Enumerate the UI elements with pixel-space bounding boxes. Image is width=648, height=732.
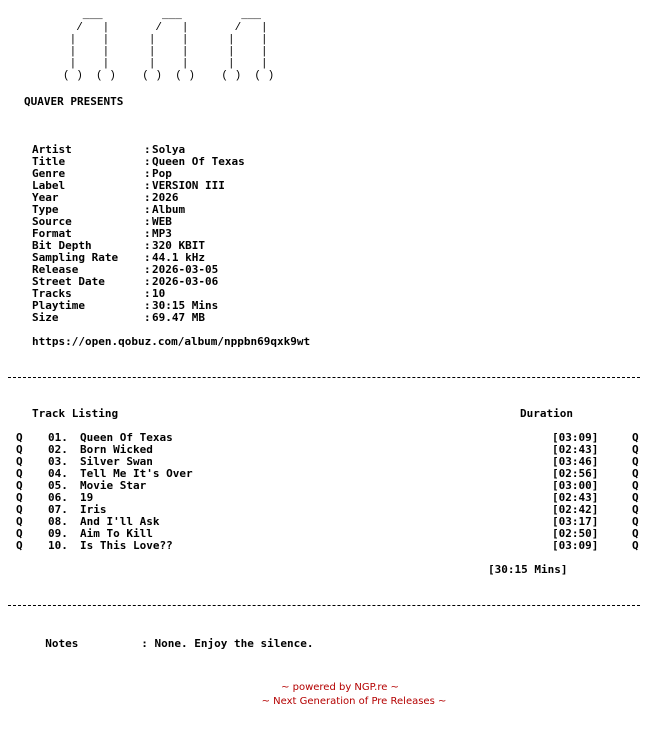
footer-powered-by: ~ powered by NGP.re ~ — [281, 682, 399, 693]
track-title: 19 — [80, 491, 94, 504]
info-value: MP3 — [152, 227, 172, 240]
track-marker-right: Q — [632, 443, 639, 456]
info-value: Album — [152, 203, 186, 216]
track-duration: [03:46] — [552, 455, 599, 468]
info-value: 30:15 Mins — [152, 299, 219, 312]
track-number: 09. — [48, 527, 68, 540]
info-separator: : — [144, 275, 151, 288]
track-title: And I'll Ask — [80, 515, 160, 528]
track-duration: [03:17] — [552, 515, 599, 528]
info-value: 69.47 MB — [152, 311, 205, 324]
info-key: Year — [32, 191, 59, 204]
info-value: 2026-03-05 — [152, 263, 219, 276]
track-listing-heading: Track Listing — [32, 407, 119, 420]
track-marker-left: Q — [16, 479, 23, 492]
track-marker-right: Q — [632, 479, 639, 492]
info-key: Artist — [32, 143, 72, 156]
track-title: Born Wicked — [80, 443, 153, 456]
duration-heading: Duration — [520, 407, 573, 420]
info-value: Queen Of Texas — [152, 155, 245, 168]
track-title: Silver Swan — [80, 455, 153, 468]
track-duration: [02:50] — [552, 527, 599, 540]
info-key: Title — [32, 155, 66, 168]
info-key: Street Date — [32, 275, 105, 288]
track-title: Is This Love?? — [80, 539, 173, 552]
footer-tagline: ~ Next Generation of Pre Releases ~ — [261, 696, 447, 707]
track-row — [16, 540, 644, 552]
album-url[interactable]: https://open.qobuz.com/album/nppbn69qxk9wt — [32, 335, 311, 348]
info-value: Pop — [152, 167, 172, 180]
notes-row — [32, 624, 313, 650]
track-number: 01. — [48, 431, 68, 444]
divider-top — [8, 377, 640, 378]
track-marker-left: Q — [16, 539, 23, 552]
info-value: VERSION III — [152, 179, 225, 192]
track-row — [16, 492, 644, 504]
track-duration: [03:00] — [552, 479, 599, 492]
track-row — [16, 480, 644, 492]
notes-label: Notes — [45, 637, 79, 650]
track-duration: [03:09] — [552, 539, 599, 552]
info-separator: : — [144, 239, 151, 252]
info-key: Genre — [32, 167, 66, 180]
track-title: Iris — [80, 503, 107, 516]
info-separator: : — [144, 203, 151, 216]
info-separator: : — [144, 215, 151, 228]
info-separator: : — [144, 227, 151, 240]
info-key: Source — [32, 215, 72, 228]
info-separator: : — [144, 299, 151, 312]
track-number: 05. — [48, 479, 68, 492]
track-duration: [03:09] — [552, 431, 599, 444]
track-marker-right: Q — [632, 503, 639, 516]
track-number: 03. — [48, 455, 68, 468]
ascii-note-logo: ___ ___ ___ / | / | / | | | | | | | | | | | | | | | | | | | ( ) ( ) ( ) ( ) ( ) ( ) — [63, 10, 275, 82]
info-row — [32, 300, 245, 312]
track-marker-right: Q — [632, 431, 639, 444]
track-title: Aim To Kill — [80, 527, 153, 540]
info-separator: : — [144, 179, 151, 192]
info-key: Release — [32, 263, 79, 276]
track-marker-right: Q — [632, 467, 639, 480]
info-separator: : — [144, 311, 151, 324]
info-row — [32, 180, 245, 192]
release-group-title: QUAVER PRESENTS — [24, 95, 124, 108]
notes-value: : None. Enjoy the silence. — [141, 637, 314, 650]
track-title: Movie Star — [80, 479, 147, 492]
track-marker-left: Q — [16, 467, 23, 480]
track-duration: [02:43] — [552, 491, 599, 504]
track-marker-right: Q — [632, 491, 639, 504]
info-key: Bit Depth — [32, 239, 92, 252]
info-separator: : — [144, 167, 151, 180]
info-key: Type — [32, 203, 59, 216]
info-value: 10 — [152, 287, 166, 300]
info-key: Format — [32, 227, 72, 240]
info-separator: : — [144, 191, 151, 204]
info-separator: : — [144, 263, 151, 276]
track-marker-left: Q — [16, 503, 23, 516]
track-duration: [02:42] — [552, 503, 599, 516]
track-marker-left: Q — [16, 515, 23, 528]
info-value: Solya — [152, 143, 186, 156]
track-marker-right: Q — [632, 539, 639, 552]
track-title: Tell Me It's Over — [80, 467, 193, 480]
info-key: Size — [32, 311, 59, 324]
info-row — [32, 312, 245, 324]
total-playtime: [30:15 Mins] — [488, 563, 568, 576]
info-key: Sampling Rate — [32, 251, 119, 264]
info-value: WEB — [152, 215, 172, 228]
track-duration: [02:43] — [552, 443, 599, 456]
track-title: Queen Of Texas — [80, 431, 173, 444]
track-marker-left: Q — [16, 455, 23, 468]
track-list — [16, 432, 644, 552]
track-number: 06. — [48, 491, 68, 504]
info-key: Playtime — [32, 299, 85, 312]
info-separator: : — [144, 287, 151, 300]
info-row — [32, 192, 245, 204]
info-separator: : — [144, 143, 151, 156]
info-separator: : — [144, 155, 151, 168]
info-value: 44.1 kHz — [152, 251, 205, 264]
track-number: 08. — [48, 515, 68, 528]
track-number: 10. — [48, 539, 68, 552]
track-marker-left: Q — [16, 431, 23, 444]
track-duration: [02:56] — [552, 467, 599, 480]
divider-bottom — [8, 605, 640, 606]
info-value: 320 KBIT — [152, 239, 205, 252]
info-value: 2026-03-06 — [152, 275, 219, 288]
track-marker-left: Q — [16, 443, 23, 456]
info-key: Label — [32, 179, 66, 192]
track-marker-left: Q — [16, 491, 23, 504]
info-separator: : — [144, 251, 151, 264]
track-number: 04. — [48, 467, 68, 480]
track-number: 07. — [48, 503, 68, 516]
track-marker-left: Q — [16, 527, 23, 540]
track-marker-right: Q — [632, 515, 639, 528]
track-marker-right: Q — [632, 527, 639, 540]
release-info-block — [32, 144, 245, 324]
info-value: 2026 — [152, 191, 179, 204]
info-key: Tracks — [32, 287, 72, 300]
track-marker-right: Q — [632, 455, 639, 468]
track-number: 02. — [48, 443, 68, 456]
